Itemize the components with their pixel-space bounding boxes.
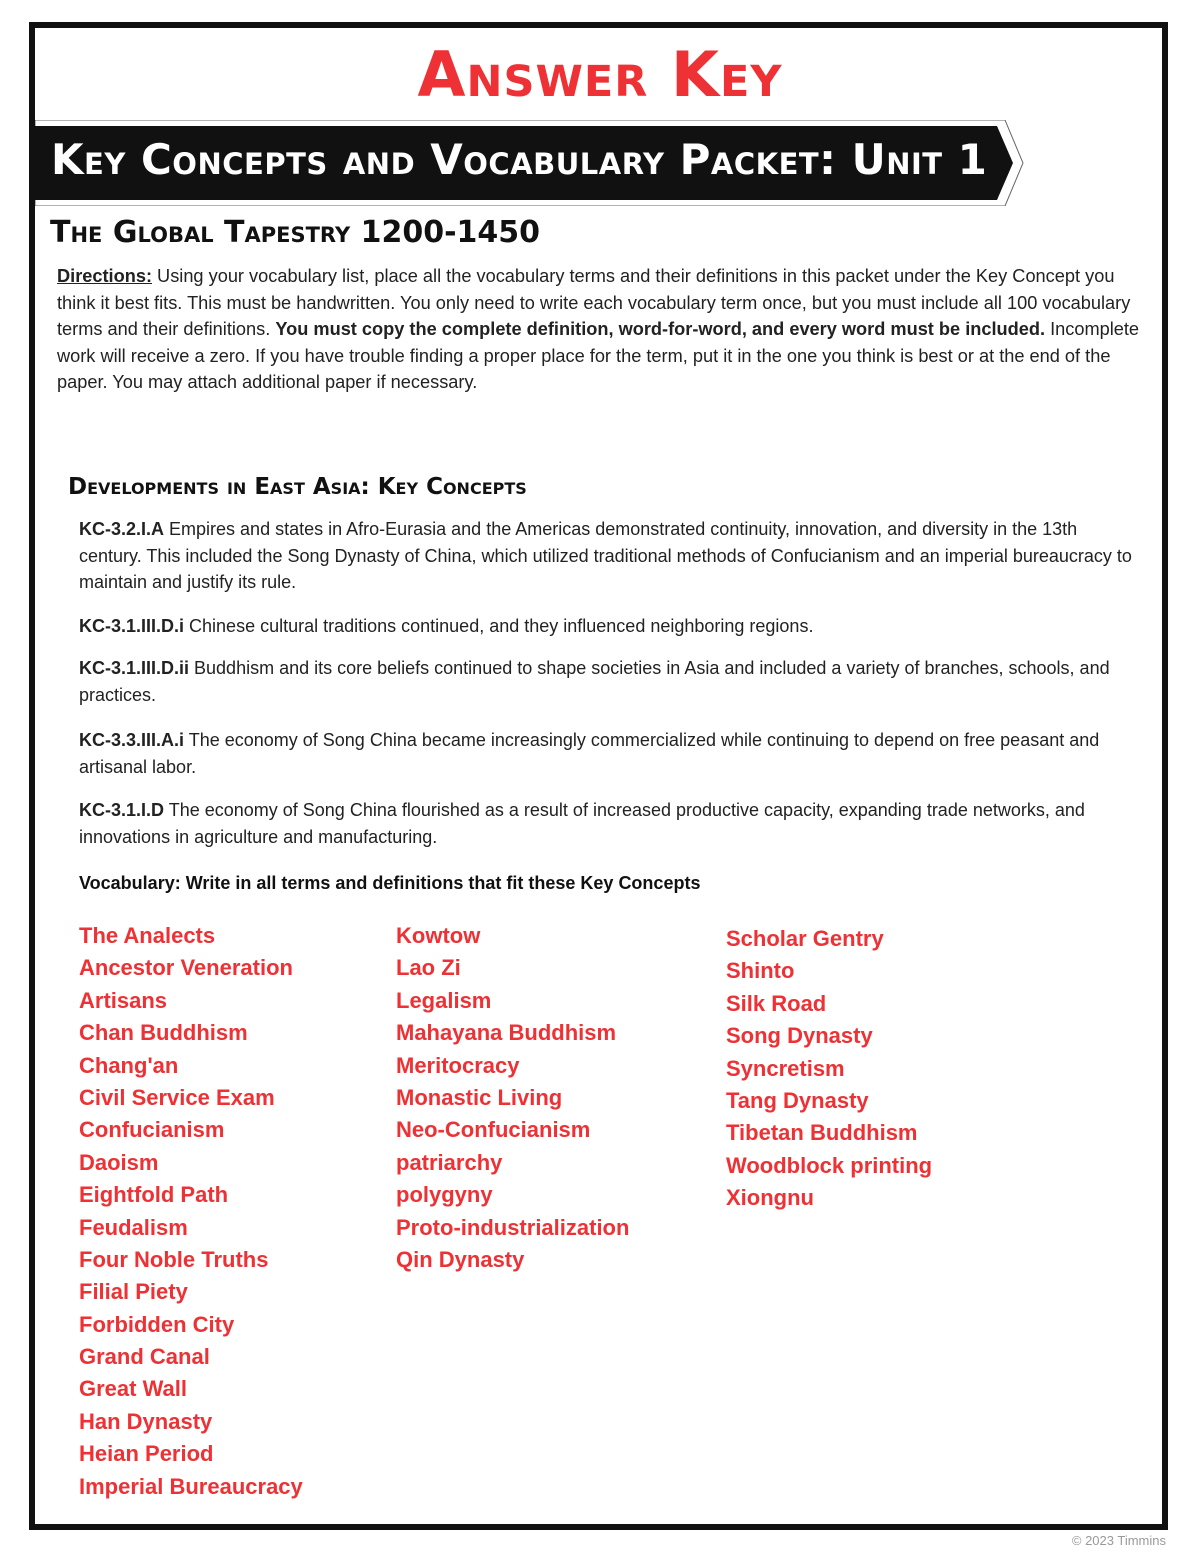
key-concept xyxy=(79,655,1139,708)
directions-paragraph xyxy=(57,263,1152,396)
vocab-term: Han Dynasty xyxy=(79,1408,213,1434)
vocab-term: Shinto xyxy=(726,958,795,984)
vocab-term: Great Wall xyxy=(79,1376,187,1402)
vocab-column-2 xyxy=(396,920,629,1276)
vocab-column-3 xyxy=(726,923,932,1215)
directions-label: Directions: xyxy=(57,266,152,286)
vocab-term: Meritocracy xyxy=(396,1052,520,1078)
vocab-term: Imperial Bureaucracy xyxy=(79,1473,303,1499)
vocab-term: Filial Piety xyxy=(79,1279,188,1305)
key-concept-code: KC-3.1.I.D xyxy=(79,800,165,820)
vocabulary-heading: Vocabulary: Write in all terms and definitions that fit these Key Concepts xyxy=(79,873,701,893)
key-concept-code: KC-3.1.III.D.i xyxy=(79,616,185,636)
vocab-term: Civil Service Exam xyxy=(79,1084,275,1110)
vocab-term: Forbidden City xyxy=(79,1311,235,1337)
key-concept xyxy=(79,516,1139,596)
vocab-term: Xiongnu xyxy=(726,1185,814,1211)
key-concept-text: Chinese cultural traditions continued, and they influenced neighboring regions. xyxy=(184,616,814,636)
vocab-term: Chang'an xyxy=(79,1052,179,1078)
key-concept xyxy=(79,727,1139,780)
vocab-term: Lao Zi xyxy=(396,955,461,981)
unit-subtitle: The Global Tapestry 1200-1450 xyxy=(50,215,541,250)
vocab-term: Monastic Living xyxy=(396,1084,563,1110)
vocab-term: Proto-industrialization xyxy=(396,1214,630,1240)
vocab-term: Confucianism xyxy=(79,1117,225,1143)
vocab-term: polygyny xyxy=(396,1182,493,1208)
vocab-term: Tibetan Buddhism xyxy=(726,1120,918,1146)
directions-text-bold: You must copy the complete definition, word-for-word, and every word must be included. xyxy=(275,319,1046,339)
vocab-term: Scholar Gentry xyxy=(726,926,884,951)
vocab-term: Eightfold Path xyxy=(79,1182,229,1208)
key-concept-code: KC-3.2.I.A xyxy=(79,519,165,539)
vocab-term: Feudalism xyxy=(79,1214,188,1240)
vocab-term: Chan Buddhism xyxy=(79,1020,248,1046)
vocab-term: patriarchy xyxy=(396,1149,503,1175)
directions-text-1: Using your vocabulary list, place all the vocabulary terms and their definitions in this packet under the Key Concept you think it best fits. This must be handwritten. You only need to write each vocabulary term once, but you must include all 100 vocabulary terms and their definitions. xyxy=(57,266,1131,339)
vocab-term: Woodblock printing xyxy=(726,1152,933,1178)
vocab-term: Daoism xyxy=(79,1149,159,1175)
section-title: Developments in East Asia: Key Concepts xyxy=(68,474,527,500)
answer-key-title: Answer Key xyxy=(417,38,783,111)
vocab-term: Artisans xyxy=(79,987,168,1013)
vocab-term: Legalism xyxy=(396,987,492,1013)
vocab-term: Song Dynasty xyxy=(726,1023,873,1049)
key-concept-text: The economy of Song China became increasingly commercialized while continuing to depend on free peasant and artisanal labor. xyxy=(79,730,1100,777)
key-concept xyxy=(79,613,1139,640)
vocab-term: Syncretism xyxy=(726,1055,845,1081)
key-concept-text: Empires and states in Afro-Eurasia and the Americas demonstrated continuity, innovation, and diversity in the 13th century. This included the Song Dynasty of China, which utilized traditional methods of Confucianism and an imperial bureaucracy to maintain and justify its rule. xyxy=(79,519,1132,592)
key-concept-code: KC-3.3.III.A.i xyxy=(79,730,185,750)
key-concept-code: KC-3.1.III.D.ii xyxy=(79,658,190,678)
directions-text-2: Incomplete work will receive a zero. If you have trouble finding a proper place for the term, put it in the one you think is best or at the end of the paper. You may attach additional paper if necessary. xyxy=(57,319,1140,392)
vocab-term: Heian Period xyxy=(79,1441,214,1467)
vocab-term: Ancestor Veneration xyxy=(79,955,293,981)
title-banner xyxy=(35,120,1025,206)
vocab-term: Four Noble Truths xyxy=(79,1246,269,1272)
key-concept-text: Buddhism and its core beliefs continued to shape societies in Asia and included a variety of branches, schools, and practices. xyxy=(79,658,1110,705)
vocab-term: Neo-Confucianism xyxy=(396,1117,591,1143)
copyright-notice: © 2023 Timmins xyxy=(1071,1533,1166,1548)
vocab-term: Grand Canal xyxy=(79,1344,210,1370)
key-concept xyxy=(79,797,1139,850)
vocab-term: Mahayana Buddhism xyxy=(396,1020,617,1046)
vocab-term: The Analects xyxy=(79,923,216,948)
packet-title: Key Concepts and Vocabulary Packet: Unit 1 xyxy=(51,135,988,184)
vocab-column-1 xyxy=(79,920,303,1503)
vocab-term: Silk Road xyxy=(726,990,827,1016)
vocab-term: Tang Dynasty xyxy=(726,1087,869,1113)
vocab-term: Kowtow xyxy=(396,923,481,948)
key-concept-text: The economy of Song China flourished as a result of increased productive capacity, expanding trade networks, and innovations in agriculture and manufacturing. xyxy=(79,800,1085,847)
vocab-term: Qin Dynasty xyxy=(396,1246,525,1272)
